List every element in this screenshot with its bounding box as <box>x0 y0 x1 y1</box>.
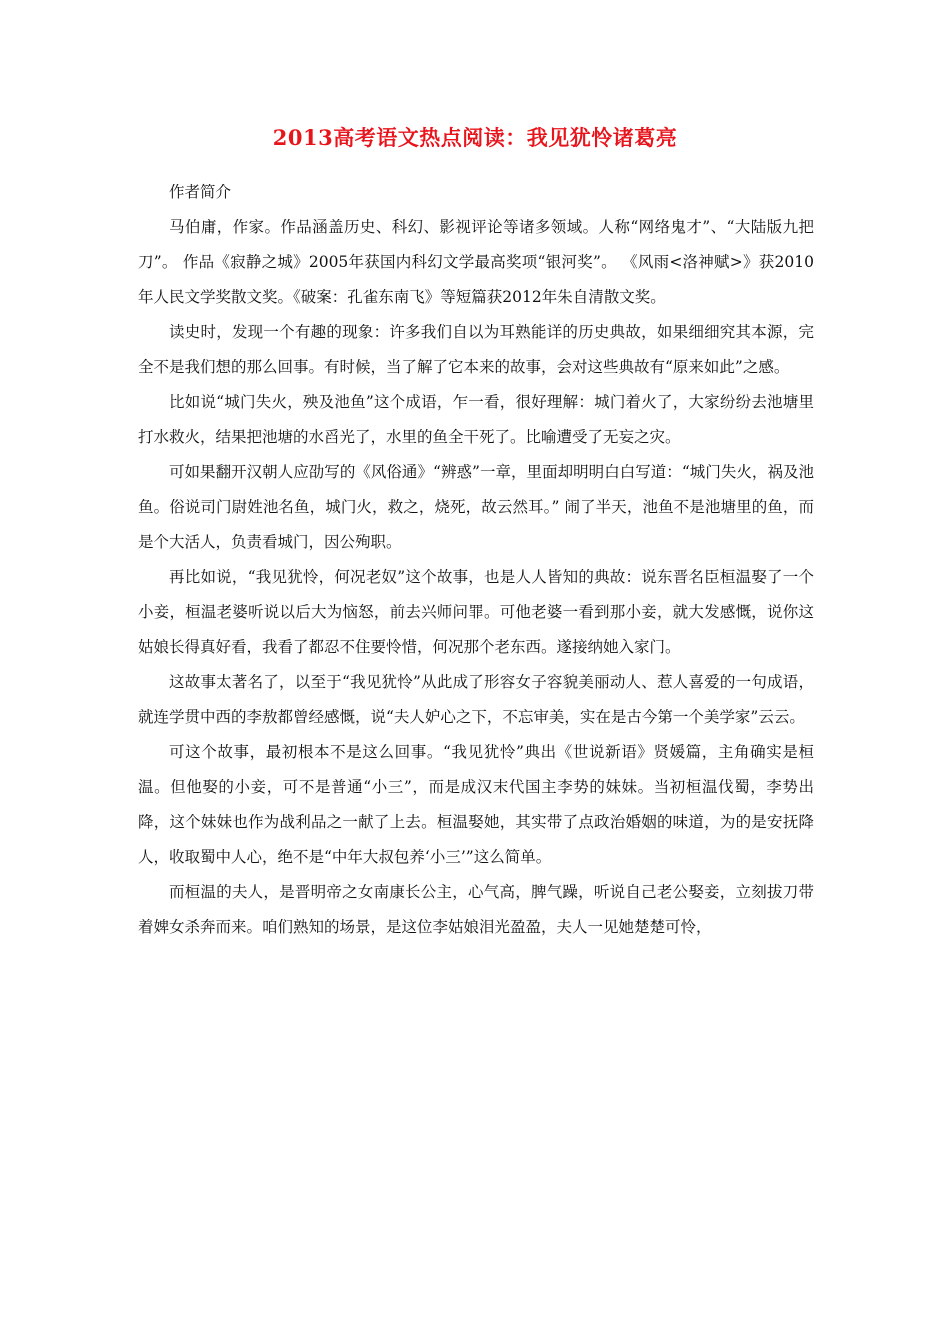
paragraph: 可如果翻开汉朝人应劭写的《风俗通》“辨惑”一章，里面却明明白白写道：“城门失火，祸及池鱼。俗说司门尉姓池名鱼，城门火，救之，烧死，故云然耳。” 闹了半天，池鱼不是池塘里的鱼，而是个大活人，负责看城门，因公殉职。 <box>138 463 814 551</box>
paragraph: 可这个故事，最初根本不是这么回事。“我见犹怜”典出《世说新语》贤媛篇，主角确实是桓温。但他娶的小妾，可不是普通“小三”，而是成汉末代国主李势的妹妹。当初桓温伐蜀，李势出降，这个妹妹也作为战利品之一献了上去。桓温娶她，其实带了点政治婚姻的味道，为的是安抚降人，收取蜀中人心，绝不是“中年大叔包养‘小三’”这么简单。 <box>138 743 814 866</box>
paragraph: 这故事太著名了，以至于“我见犹怜”从此成了形容女子容貌美丽动人、惹人喜爱的一句成语，就连学贯中西的李敖都曾经感慨，说“夫人妒心之下，不忘审美，实在是古今第一个美学家”云云。 <box>138 673 814 726</box>
paragraph: 比如说“城门失火，殃及池鱼”这个成语，乍一看，很好理解：城门着火了，大家纷纷去池塘里打水救火，结果把池塘的水舀光了，水里的鱼全干死了。比喻遭受了无妄之灾。 <box>138 393 814 446</box>
document-body <box>138 175 814 945</box>
paragraph: 马伯庸，作家。作品涵盖历史、科幻、影视评论等诸多领域。人称“网络鬼才”、“大陆版九把刀”。 作品《寂静之城》2005年获国内科幻文学最高奖项“银河奖”。 《风雨<洛神赋>》获2010年人民文学奖散文奖。《破案：孔雀东南飞》等短篇获2012年朱自清散文奖。 <box>138 218 814 306</box>
paragraph: 读史时，发现一个有趣的现象：许多我们自以为耳熟能详的历史典故，如果细细究其本源，完全不是我们想的那么回事。有时候，当了解了它本来的故事，会对这些典故有“原来如此”之感。 <box>138 323 814 376</box>
document-title: 2013高考语文热点阅读：我见犹怜诸葛亮 <box>272 125 678 150</box>
paragraph-author-heading: 作者简介 <box>169 183 232 201</box>
paragraph: 再比如说，“我见犹怜，何况老奴”这个故事，也是人人皆知的典故：说东晋名臣桓温娶了一个小妾，桓温老婆听说以后大为恼怒，前去兴师问罪。可他老婆一看到那小妾，就大发感慨，说你这姑娘长得真好看，我看了都忍不住要怜惜，何况那个老东西。遂接纳她入家门。 <box>138 568 814 656</box>
paragraph: 而桓温的夫人，是晋明帝之女南康长公主，心气高，脾气躁，听说自己老公娶妾，立刻拔刀带着婢女杀奔而来。咱们熟知的场景，是这位李姑娘泪光盈盈，夫人一见她楚楚可怜， <box>138 883 814 936</box>
